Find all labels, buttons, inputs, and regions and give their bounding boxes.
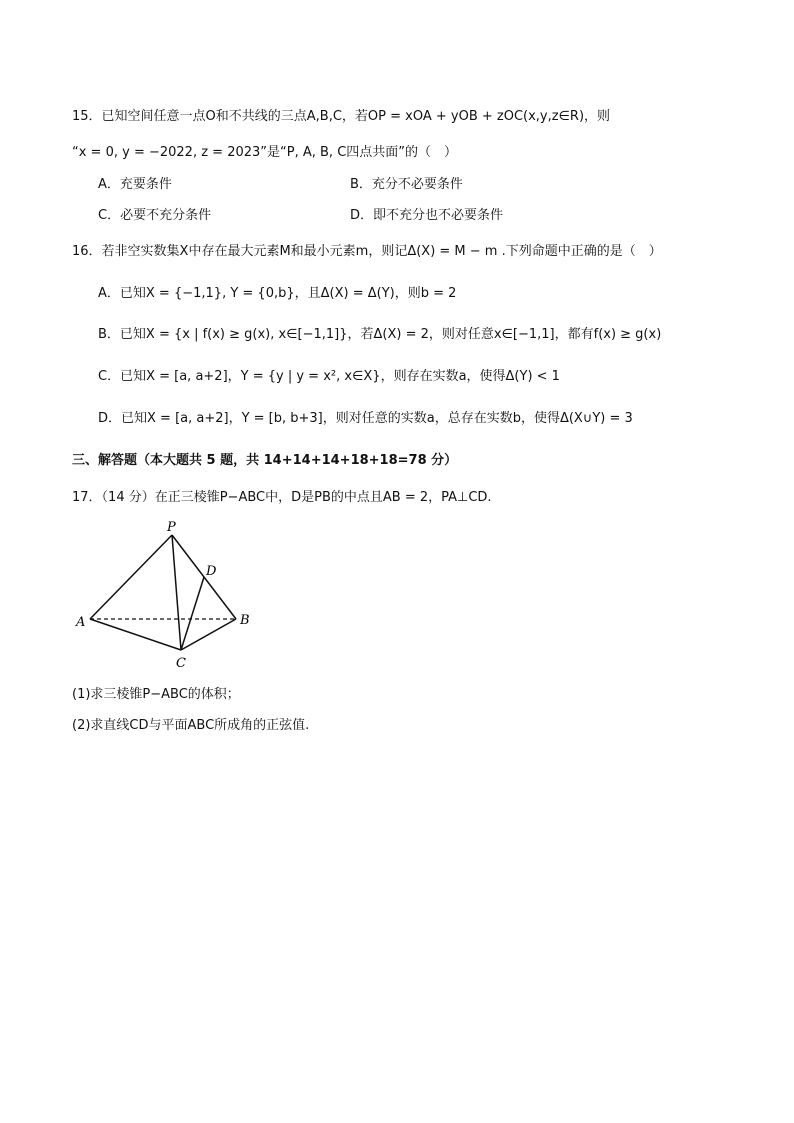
section-title: 三、解答题（本大题共 5 题，共 14+14+14+18+18=78 分） xyxy=(72,453,458,468)
label-A: A xyxy=(76,615,86,630)
edge-PC xyxy=(172,535,181,650)
q16-option-c: C．已知X = [a, a+2]，Y = {y | y = x², x∈X}，则存在实数a，使得Δ(Y) < 1 xyxy=(98,369,560,384)
label-P: P xyxy=(167,520,176,535)
edge-AC xyxy=(90,619,181,650)
q15-line2: “x = 0, y = −2022, z = 2023”是“P, A, B, C四点共面”的（ ） xyxy=(72,145,458,160)
q16-option-b: B．已知X = {x | f(x) ≥ g(x), x∈[−1,1]}，若Δ(X) = 2，则对任意x∈[−1,1]，都有f(x) ≥ g(x) xyxy=(98,327,662,342)
q15-line1: 15．已知空间任意一点O和不共线的三点A,B,C，若OP = xOA + yOB + zOC(x,y,z∈R)，则 xyxy=(72,109,611,124)
q16-option-a: A．已知X = {−1,1}, Y = {0,b}，且Δ(X) = Δ(Y)，则b = 2 xyxy=(98,286,457,301)
q15-option-a: A．充要条件 xyxy=(98,177,172,192)
label-D: D xyxy=(206,564,217,579)
q15-option-d: D．即不充分也不必要条件 xyxy=(350,208,504,223)
q15-option-c: C．必要不充分条件 xyxy=(98,208,212,223)
edge-PA xyxy=(90,535,172,619)
pyramid-figure xyxy=(72,515,272,675)
q16-stem: 16．若非空实数集X中存在最大元素M和最小元素m，则记Δ(X) = M − m .下列命题中正确的是（ ） xyxy=(72,244,662,259)
q17-part-1: (1)求三棱锥P−ABC的体积； xyxy=(72,687,240,702)
q16-option-d: D．已知X = [a, a+2]，Y = [b, b+3]，则对任意的实数a，总存在实数b，使得Δ(X∪Y) = 3 xyxy=(98,411,633,426)
q17-part-2: (2)求直线CD与平面ABC所成角的正弦值. xyxy=(72,718,310,733)
q17-stem: 17．（14 分）在正三棱锥P−ABC中，D是PB的中点且AB = 2，PA⊥CD. xyxy=(72,490,492,505)
label-C: C xyxy=(176,656,186,671)
label-B: B xyxy=(240,613,250,628)
q15-option-b: B．充分不必要条件 xyxy=(350,177,463,192)
